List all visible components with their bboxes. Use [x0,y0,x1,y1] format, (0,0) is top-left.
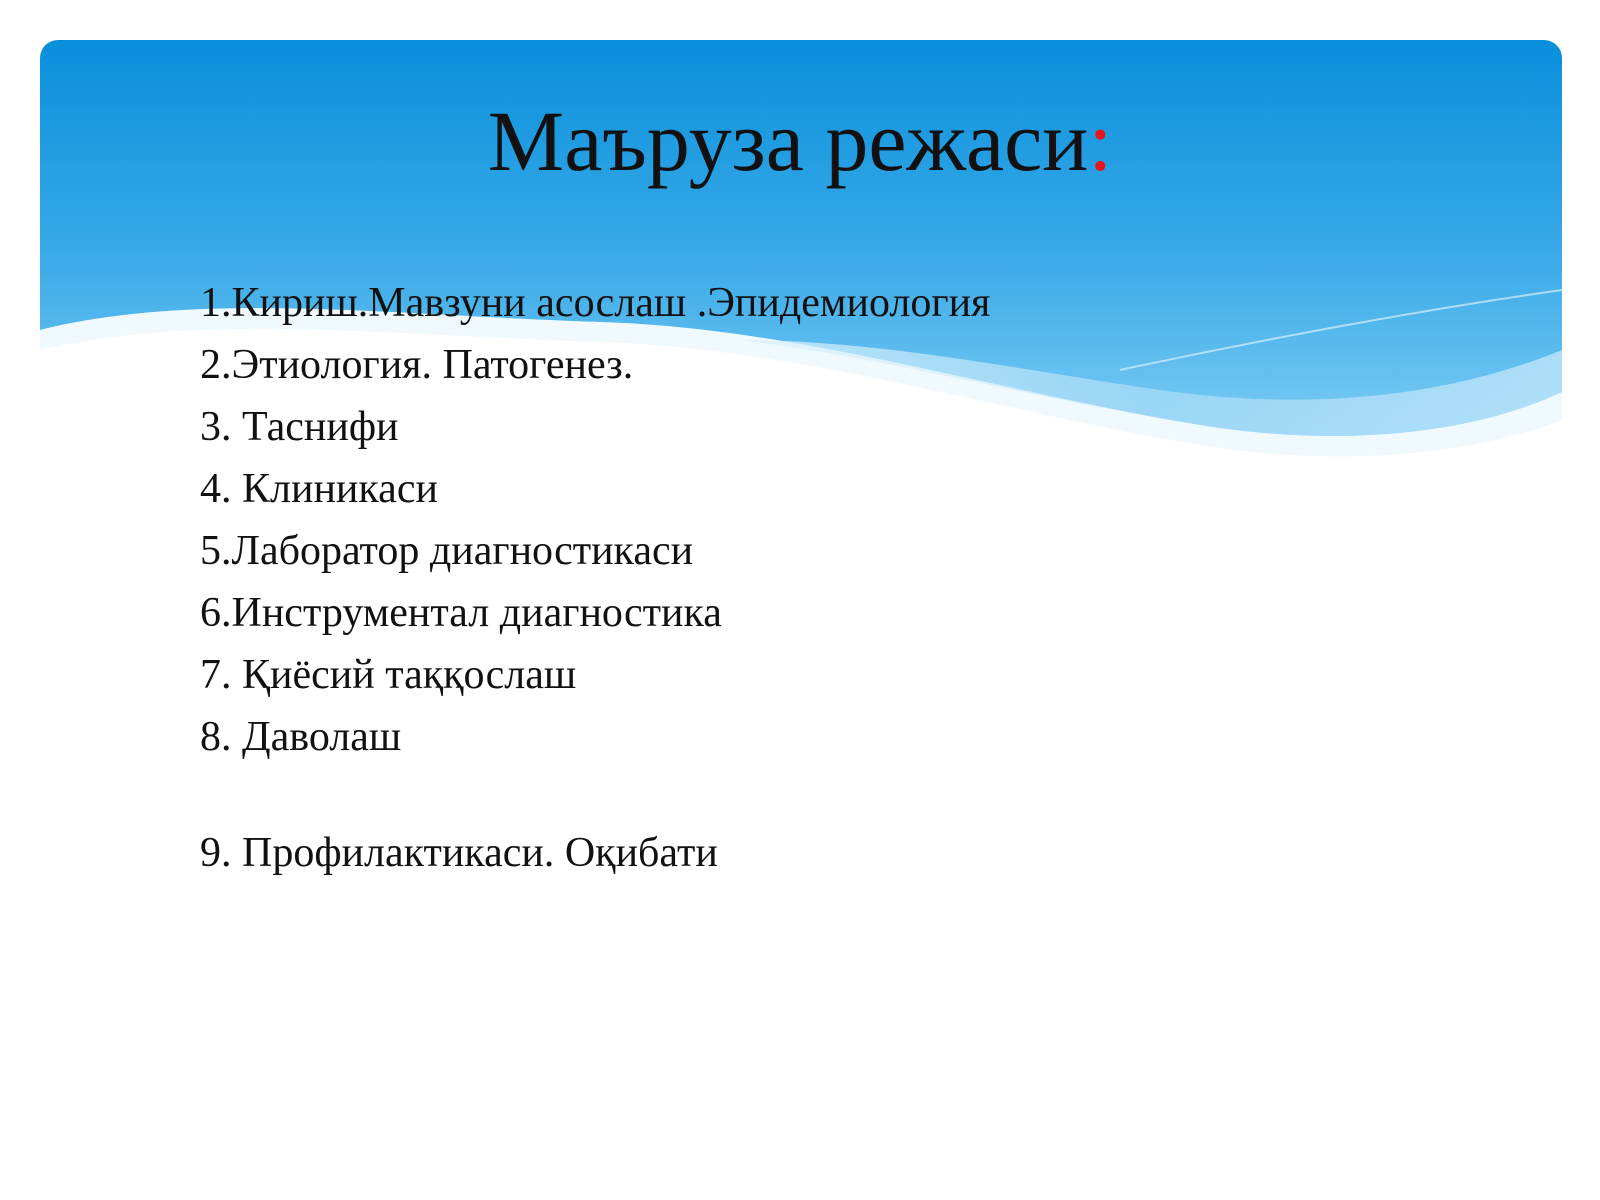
agenda-item-2: 2.Этиология. Патогенез. [200,342,634,388]
agenda-item-9: 9. Профилактикаси. Оқибати [200,830,718,876]
slide-title [0,93,1600,189]
agenda-item-8: 8. Даволаш [200,714,402,760]
agenda-item-4: 4. Клиникаси [200,466,438,512]
title-colon: : [1088,93,1113,189]
agenda-item-5: 5.Лаборатор диагностикаси [200,528,694,574]
agenda-item-3: 3. Таснифи [200,404,399,450]
agenda-item-7: 7. Қиёсий таққослаш [200,652,577,698]
agenda-item-1: 1.Кириш.Мавзуни асослаш .Эпидемиология [200,280,991,326]
agenda-list [200,272,990,884]
title-text: Маъруза режаси [487,93,1089,189]
agenda-item-6: 6.Инструментал диагностика [200,590,722,636]
